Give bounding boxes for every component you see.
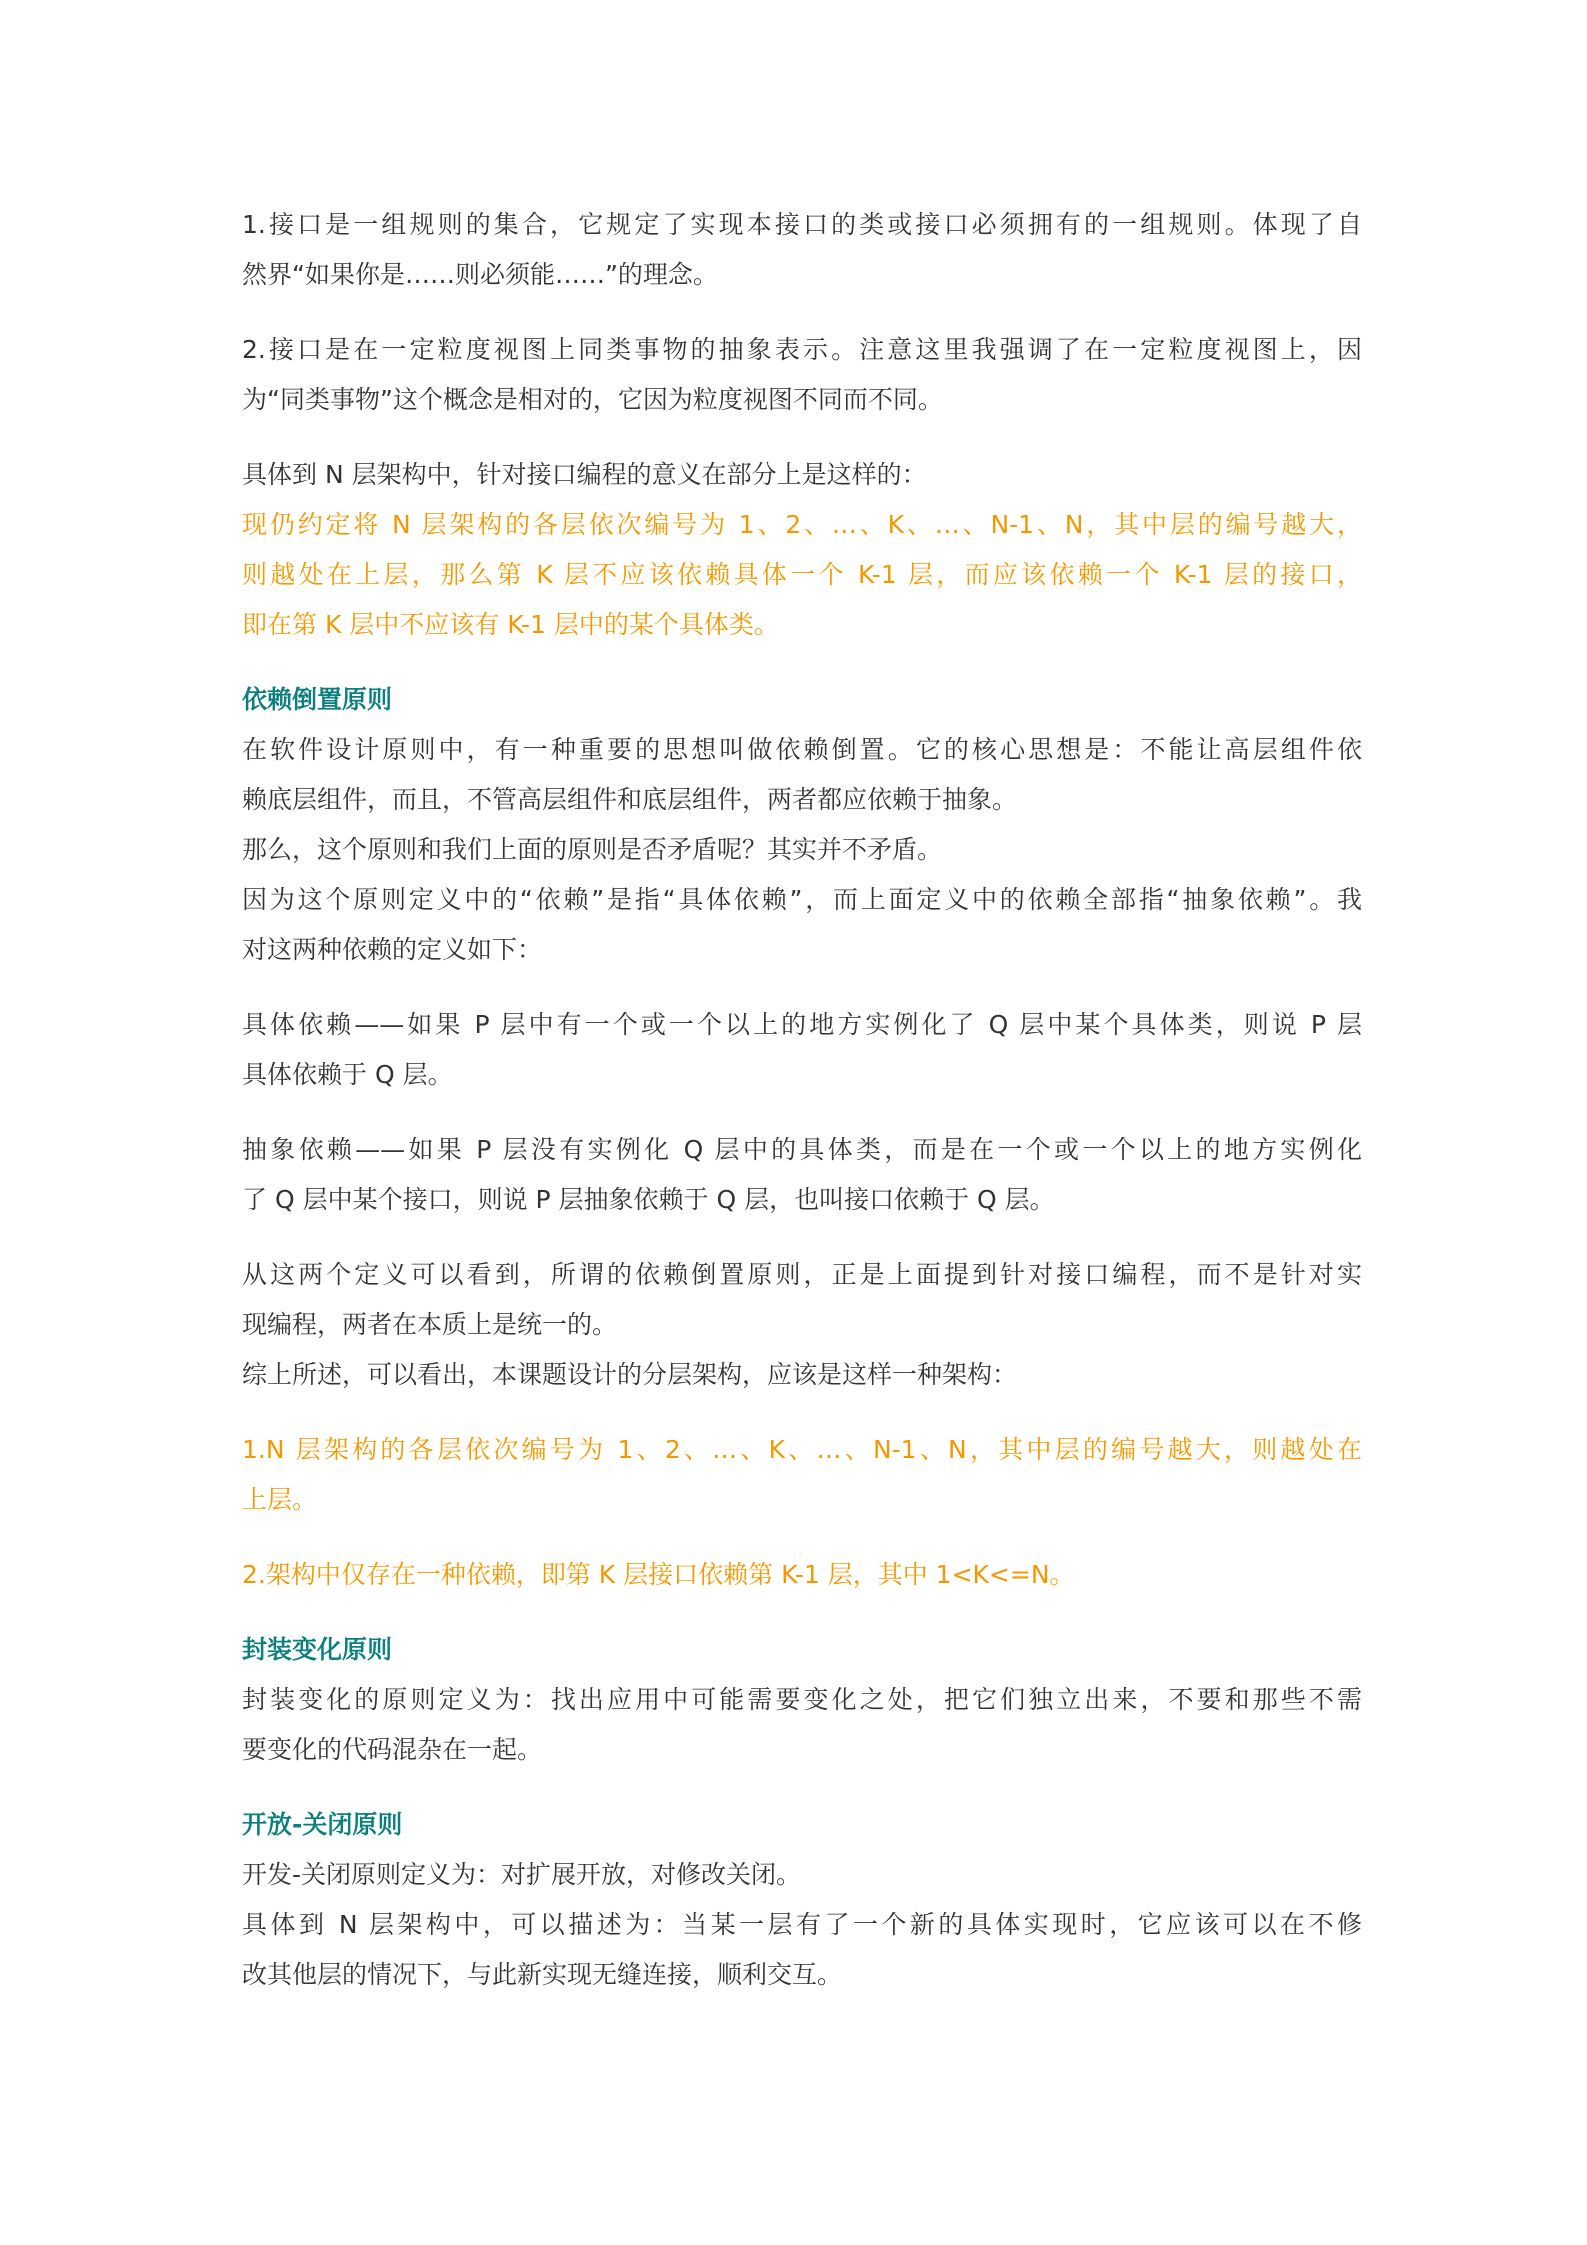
paragraph	[242, 1425, 1362, 1525]
text-line: 封装变化的原则定义为：找出应用中可能需要变化之处，把它们独立出来，不要和那些不需	[242, 1685, 1362, 1714]
text-line: 现编程，两者在本质上是统一的。	[242, 1310, 618, 1339]
text-line: 现仍约定将 N 层架构的各层依次编号为 1、2、…、K、…、N-1、N，其中层的编号越大，	[242, 510, 1362, 539]
text-line: 改其他层的情况下，与此新实现无缝连接，顺利交互。	[242, 1960, 843, 1989]
paragraph	[242, 1900, 1362, 2000]
text-line: 了 Q 层中某个接口，则说 P 层抽象依赖于 Q 层，也叫接口依赖于 Q 层。	[242, 1185, 1055, 1214]
paragraph	[242, 875, 1362, 975]
text-line: 即在第 K 层中不应该有 K-1 层中的某个具体类。	[242, 610, 779, 639]
text-line: 抽象依赖——如果 P 层没有实例化 Q 层中的具体类，而是在一个或一个以上的地方实例化	[242, 1135, 1362, 1164]
text-line: 具体到 N 层架构中，针对接口编程的意义在部分上是这样的：	[242, 460, 927, 489]
text-line: 因为这个原则定义中的“依赖”是指“具体依赖”，而上面定义中的依赖全部指“抽象依赖”。我	[242, 885, 1362, 914]
text-line: 要变化的代码混杂在一起。	[242, 1735, 543, 1764]
text-line: 然界“如果你是……则必须能……”的理念。	[242, 260, 718, 289]
text-line: 具体到 N 层架构中，可以描述为：当某一层有了一个新的具体实现时，它应该可以在不修	[242, 1910, 1362, 1939]
section-heading	[242, 1800, 1362, 1850]
text-line: 为“同类事物”这个概念是相对的，它因为粒度视图不同而不同。	[242, 385, 943, 414]
paragraph	[242, 1125, 1362, 1225]
text-line: 上层。	[242, 1485, 318, 1514]
text-line: 2.架构中仅存在一种依赖，即第 K 层接口依赖第 K-1 层，其中 1<K<=N。	[242, 1560, 1075, 1589]
paragraph	[242, 325, 1362, 425]
paragraph	[242, 1550, 1362, 1600]
text-line: 从这两个定义可以看到，所谓的依赖倒置原则，正是上面提到针对接口编程，而不是针对实	[242, 1260, 1362, 1289]
text-line: 赖底层组件，而且，不管高层组件和底层组件，两者都应依赖于抽象。	[242, 785, 1018, 814]
section-heading	[242, 675, 1362, 725]
text-line: 对这两种依赖的定义如下：	[242, 935, 543, 964]
paragraph	[242, 1675, 1362, 1775]
paragraph	[242, 1850, 1362, 1900]
paragraph	[242, 1350, 1362, 1400]
text-line: 开放-关闭原则	[242, 1810, 403, 1839]
paragraph	[242, 725, 1362, 825]
text-line: 综上所述，可以看出，本课题设计的分层架构，应该是这样一种架构：	[242, 1360, 1018, 1389]
text-line: 2.接口是在一定粒度视图上同类事物的抽象表示。注意这里我强调了在一定粒度视图上，因	[242, 335, 1362, 364]
text-line: 开发-关闭原则定义为：对扩展开放，对修改关闭。	[242, 1860, 802, 1889]
text-line: 1.接口是一组规则的集合，它规定了实现本接口的类或接口必须拥有的一组规则。体现了自	[242, 210, 1362, 239]
text-line: 封装变化原则	[242, 1635, 393, 1664]
text-line: 1.N 层架构的各层依次编号为 1、2、…、K、…、N-1、N，其中层的编号越大，则越处在	[242, 1435, 1362, 1464]
paragraph	[242, 500, 1362, 650]
paragraph	[242, 1000, 1362, 1100]
text-line: 则越处在上层，那么第 K 层不应该依赖具体一个 K-1 层，而应该依赖一个 K-1 层的接口，	[242, 560, 1362, 589]
document-body	[242, 200, 1362, 2025]
text-line: 那么，这个原则和我们上面的原则是否矛盾呢？其实并不矛盾。	[242, 835, 943, 864]
paragraph	[242, 825, 1362, 875]
text-line: 在软件设计原则中，有一种重要的思想叫做依赖倒置。它的核心思想是：不能让高层组件依	[242, 735, 1362, 764]
paragraph	[242, 450, 1362, 500]
text-line: 依赖倒置原则	[242, 685, 393, 714]
text-line: 具体依赖——如果 P 层中有一个或一个以上的地方实例化了 Q 层中某个具体类，则说 P 层	[242, 1010, 1362, 1039]
text-line: 具体依赖于 Q 层。	[242, 1060, 453, 1089]
section-heading	[242, 1625, 1362, 1675]
paragraph	[242, 1250, 1362, 1350]
paragraph	[242, 200, 1362, 300]
